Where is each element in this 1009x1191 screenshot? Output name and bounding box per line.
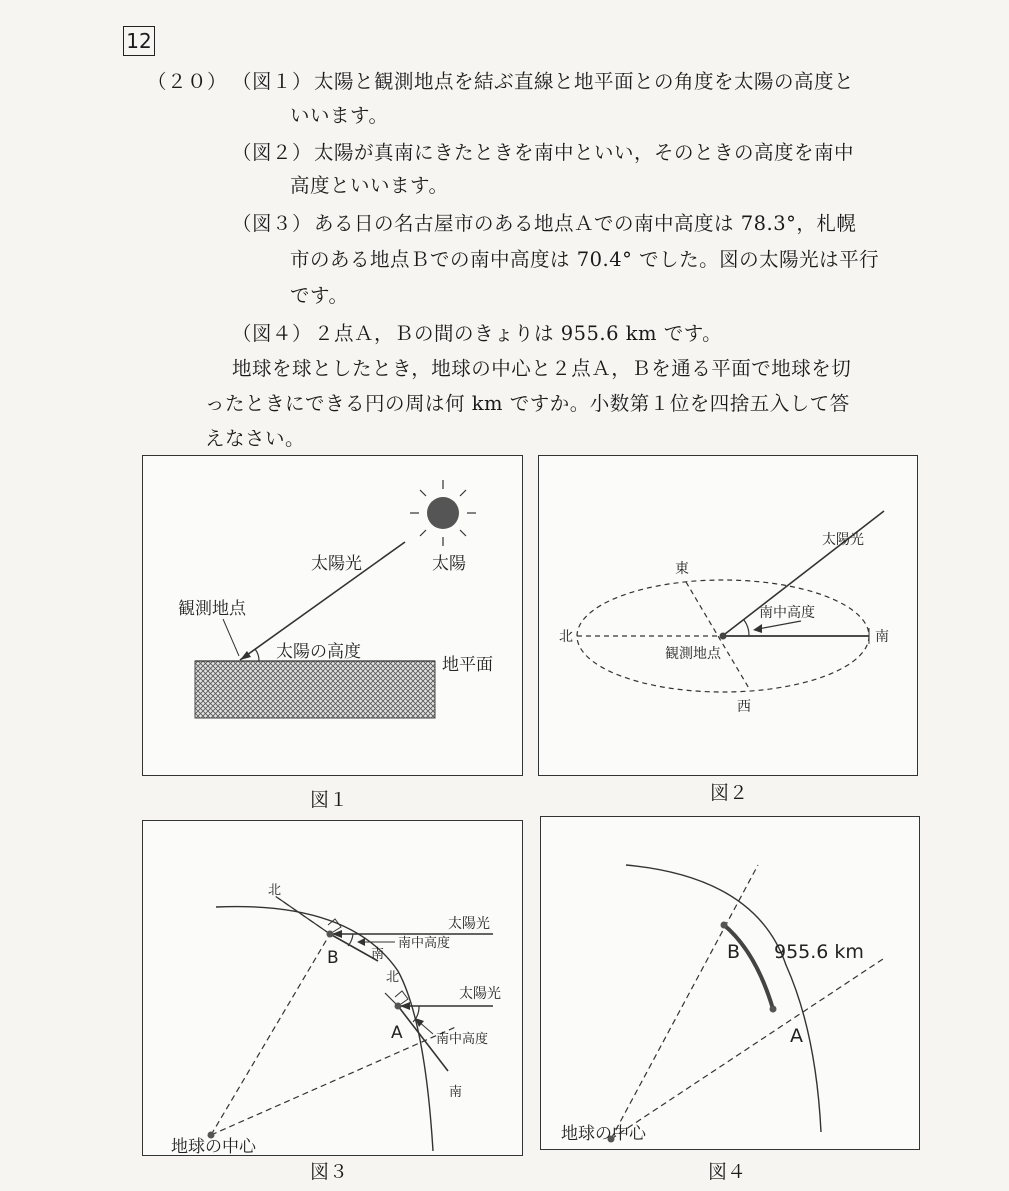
label-sunlight-b: 太陽光 [448,916,490,932]
point-a-dot [770,1006,777,1013]
label-north-a: 北 [386,970,400,985]
figure1-caption: 図１ [310,789,349,811]
figure2-caption: 図２ [710,782,749,804]
label-north-b: 北 [268,883,282,898]
culmination-arrowhead [753,624,762,633]
question-box-number: 12 [123,26,155,56]
sun-icon [410,480,476,546]
fig4-text: ２点Ａ，Ｂの間のきょりは 955.6 km です。 [314,322,723,345]
label-culmination-a: 南中高度 [436,1032,489,1047]
fig1-label: （図１） [232,70,313,93]
prompt-line3: えなさい。 [205,427,306,450]
figure4-diagram [541,817,918,1148]
culmination-arc [744,620,749,636]
altitude-arc [255,649,259,661]
center-to-b-line [611,865,758,1139]
fig2-label: （図２） [232,141,313,164]
label-north: 北 [559,629,573,645]
label-south: 南 [875,629,889,645]
fig1-text-line1: 太陽と観測地点を結ぶ直線と地平面との角度を太陽の高度と [314,70,855,93]
label-point-a: A [391,1023,403,1043]
label-point-a: A [790,1025,803,1047]
label-observation-point: 観測地点 [178,599,246,619]
label-east: 東 [675,561,689,577]
point-a-dot [395,1003,402,1010]
label-earth-center: 地球の中心 [171,1137,256,1154]
figure1-panel [142,455,523,776]
label-observation-point: 観測地点 [665,646,721,662]
figure4-panel [540,816,920,1150]
label-earth-center: 地球の中心 [561,1124,646,1144]
point-b-dot [327,931,334,938]
center-to-a-line [611,957,886,1139]
label-sun-altitude: 太陽の高度 [276,642,361,662]
label-horizon-plane: 地平面 [442,655,493,675]
label-culmination-b: 南中高度 [398,936,451,951]
label-sun: 太陽 [432,554,466,574]
fig3-text-line3: です。 [290,284,349,307]
figure2-panel [538,455,918,776]
figure1-diagram [143,456,521,774]
label-point-b: B [727,941,741,963]
b-north-solid [278,898,330,934]
fig2-text-line1: 太陽が真南にきたときを南中といい，そのときの高度を南中 [314,141,855,164]
label-south-a: 南 [449,1085,463,1100]
label-point-b: B [327,948,339,968]
figure2-diagram [539,456,916,774]
fig3-text-line1: ある日の名古屋市のある地点Ａでの南中高度は 78.3°，札幌 [314,212,857,235]
fig3-text-line2: 市のある地点Ｂでの南中高度は 70.4° でした。図の太陽光は平行 [290,248,880,271]
figure3-diagram [143,821,521,1154]
prompt-line1: 地球を球としたとき，地球の中心と２点Ａ，Ｂを通る平面で地球を切 [232,357,852,380]
fig4-label: （図４） [232,322,313,345]
earth-surface-arc [626,865,821,1132]
label-west: 西 [737,699,751,715]
arc-ab-highlight [724,925,773,1009]
ground-block [195,661,435,718]
fig2-text-line2: 高度といいます。 [290,174,449,197]
figure3-caption: 図３ [310,1161,349,1183]
label-distance: 955.6 km [774,941,864,963]
label-south-b: 南 [371,947,385,962]
label-sunlight: 太陽光 [822,532,864,548]
center-to-b-line [211,934,330,1135]
label-sunlight-a: 太陽光 [459,986,501,1002]
label-sunlight: 太陽光 [311,554,362,574]
item-number: （２０） [147,70,228,93]
point-b-dot [721,922,728,929]
figure3-panel [142,820,523,1156]
fig1-text-line2: いいます。 [290,104,389,127]
fig3-label: （図３） [232,212,313,235]
prompt-line2: ったときにできる円の周は何 km ですか。小数第１位を四捨五入して答 [205,392,850,415]
observation-point-dot [720,633,727,640]
figure4-caption: 図４ [708,1161,747,1183]
label-culmination: 南中高度 [759,605,815,621]
